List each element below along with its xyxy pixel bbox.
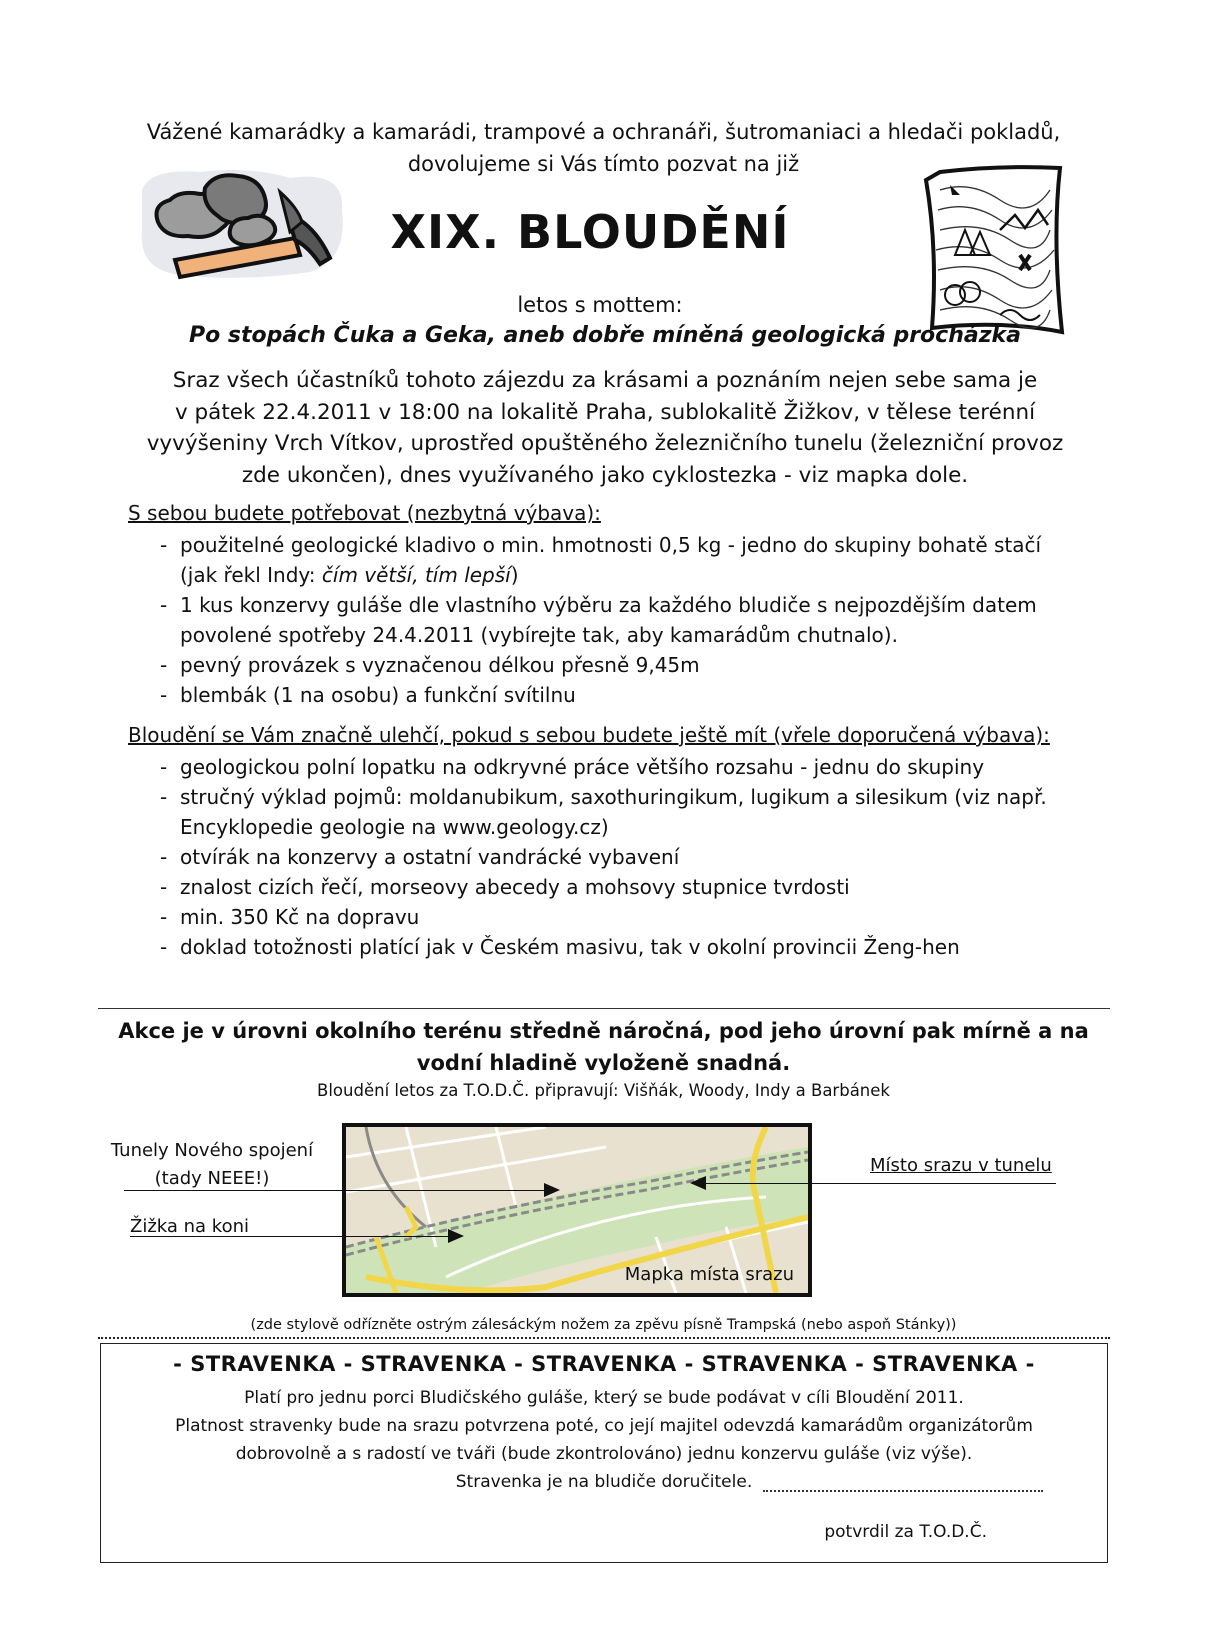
motto-intro: letos s mottem: [517,293,683,317]
greeting-line-1: Vážené kamarádky a kamarádi, trampové a ochranáři, šutromaniaci a hledači pokladů, [146,120,1061,144]
tunnels-label: Tunely Nového spojení (tady NEEE!) [110,1140,314,1189]
list-item: - stručný výklad pojmů: moldanubikum, saxothuringikum, lugikum a silesikum (viz např. Encyklopedie geologie na www.geology.cz) [160,785,1047,839]
recommended-title: Bloudění se Vám značně ulehčí, pokud s sebou budete ještě mít (vřele doporučená výbava): [128,723,1050,747]
location-map [342,1123,812,1297]
meeting-arrow-line [700,1183,1056,1184]
voucher-title: - STRAVENKA - STRAVENKA - STRAVENKA - STRAVENKA - STRAVENKA - [173,1352,1035,1376]
difficulty-note [100,1015,1107,1079]
meeting-paragraph [110,365,1100,491]
difficulty-line-2: vodní hladině vyloženě snadná. [416,1051,791,1075]
list-item: - min. 350 Kč na dopravu [160,905,420,929]
tunnels-arrow-line [124,1190,552,1191]
hammer-rocks-illustration [130,160,355,285]
meeting-place-label: Místo srazu v tunelu [870,1155,1052,1176]
page-title: XIX. BLOUDĚNÍ [390,205,790,259]
map-caption: Mapka místa srazu [624,1264,794,1285]
arrow-right-icon [544,1183,560,1197]
motto: Po stopách Čuka a Geka, aneb dobře míněná geologická procházka [188,323,1022,348]
difficulty-line-1: Akce je v úrovni okolního terénu středně náročná, pod jeho úrovní pak mírně a na [118,1019,1089,1043]
list-item: - doklad totožnosti platící jak v Českém masivu, tak v okolní provincii Ženg-hen [160,935,960,959]
divider [98,1008,1110,1009]
meeting-line-1: Sraz všech účastníků tohoto zájezdu za krásami a poznáním nejen sebe sama je [172,368,1038,393]
arrow-right-icon [448,1229,464,1243]
list-item: - pevný provázek s vyznačenou délkou přesně 9,45m [160,653,700,677]
list-item: - použitelné geologické kladivo o min. hmotnosti 0,5 kg - jedno do skupiny bohatě stačí (jak řekl Indy: čím větší, tím lepší) [160,533,1042,587]
required-title: S sebou budete potřebovat (nezbytná výbava): [128,501,601,525]
signature-line [763,1490,1043,1492]
meeting-line-2: v pátek 22.4.2011 v 18:00 na lokalitě Praha, sublokalitě Žižkov, v tělese terénní [174,399,1036,425]
required-equipment [128,498,1108,710]
meal-voucher [100,1343,1108,1563]
organizers: Bloudění letos za T.O.D.Č. připravují: Višňák, Woody, Indy a Barbánek [317,1081,890,1100]
cut-note: (zde stylově odřízněte ostrým zálesáckým nožem za zpěvu písně Trampská (nebo aspoň Stánky)) [250,1317,957,1333]
recommended-equipment [128,720,1108,962]
greeting-line-2: dovolujeme si Vás tímto pozvat na již [407,152,800,176]
list-item: - blembák (1 na osobu) a funkční svítilnu [160,683,576,707]
cut-line [98,1337,1110,1339]
zizka-label: Žižka na koni [130,1216,250,1237]
arrow-left-icon [690,1176,706,1190]
list-item: - geologickou polní lopatku na odkryvné práce většího rozsahu - jednu do skupiny [160,755,985,779]
list-item: - otvírák na konzervy a ostatní vandrácké vybavení [160,845,680,869]
voucher-text: Platí pro jednu porci Bludičského guláše, který se bude podávat v cíli Bloudění 2011. Platnost stravenky bude na srazu potvrzena poté, co její majitel odevzdá kamarádům organizátorům dobrovolně a s radostí ve tváři (bude zkontrolováno) jednu konzervu guláše (viz výše). Stravenka je na bludiče doručitele. [175,1388,1033,1492]
meeting-line-4: zde ukončen), dnes využívaného jako cyklostezka - viz mapka dole. [241,462,969,488]
list-item: - znalost cizích řečí, morseovy abecedy a mohsovy stupnice tvrdosti [160,875,850,899]
list-item: - 1 kus konzervy guláše dle vlastního výběru za každého bludiče s nejpozdějším datem povolené spotřeby 24.4.2011 (vybírejte tak, aby kamarádům chutnalo). [160,593,1037,647]
signature-caption: potvrdil za T.O.D.Č. [824,1522,987,1542]
meeting-line-3: vyvýšeniny Vrch Vítkov, uprostřed opuštěného železničního tunelu (železniční provoz [146,431,1064,456]
zizka-arrow-line [130,1236,455,1237]
